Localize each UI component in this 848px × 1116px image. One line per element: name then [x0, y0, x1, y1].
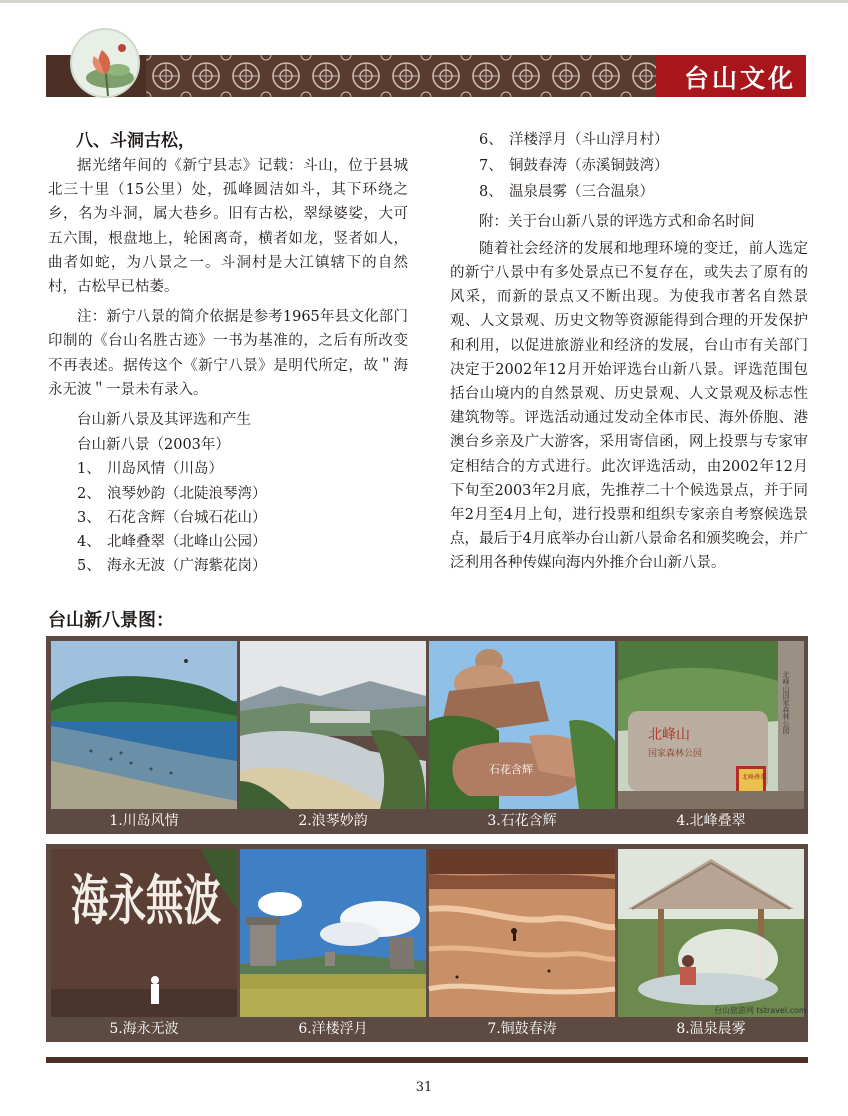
lotus-logo	[70, 28, 140, 98]
right-column	[450, 128, 808, 576]
photo-caption: 5.海永无波	[109, 1021, 179, 1037]
list-text: 铜鼓春涛（赤溪铜鼓湾）	[509, 158, 669, 175]
list-number: 7、	[479, 158, 503, 175]
list-item	[450, 180, 808, 204]
calligraphy-text: 海永無波	[71, 868, 221, 932]
list-text: 石花含辉（台城石花山）	[107, 509, 267, 526]
photo-caption: 6.洋楼浮月	[298, 1021, 368, 1037]
bottom-rule	[46, 1057, 808, 1063]
top-rule	[0, 0, 848, 3]
gallery-title: 台山新八景图：	[48, 610, 174, 631]
photo-gallery-row-1	[46, 636, 808, 834]
photo-langqinwan	[240, 641, 426, 809]
photo-gallery-row-2	[46, 844, 808, 1042]
section-heading: 八、斗洞古松，	[76, 131, 195, 151]
appendix-line: 附：关于台山新八景的评选方式和命名时间	[479, 213, 755, 230]
list-text: 浪琴妙韵（北陡浪琴湾）	[107, 485, 267, 502]
list-number: 1、	[77, 461, 101, 478]
stone-sign-text: 北峰山	[648, 727, 690, 743]
photo-tonggu	[429, 849, 615, 1017]
list-number: 4、	[77, 534, 101, 551]
list-text: 海永无波（广海紫花岗）	[107, 558, 267, 575]
list-item	[48, 482, 408, 506]
photo-caption: 3.石花含辉	[487, 813, 557, 829]
list-number: 8、	[479, 184, 503, 201]
list-item	[48, 506, 408, 530]
ornament-pattern	[146, 55, 706, 97]
header-band	[46, 55, 806, 97]
subheading-year-line: 台山新八景（2003年）	[77, 437, 230, 454]
photo-caption: 8.温泉晨雾	[676, 1021, 746, 1037]
list-number: 6、	[479, 132, 503, 148]
photo-wenquan	[618, 849, 807, 1017]
stone-sign-subtext: 国家森林公园	[648, 749, 703, 759]
list-item	[48, 530, 408, 554]
header-title: 台山文化	[683, 64, 796, 93]
list-text: 温泉晨雾（三合温泉）	[509, 184, 654, 201]
list-item	[48, 457, 408, 481]
list-number: 3、	[77, 509, 101, 526]
photo-chuandao	[51, 641, 237, 809]
photo-beifengshan	[618, 641, 804, 809]
list-item	[450, 154, 808, 178]
photo-caption: 1.川岛风情	[109, 813, 179, 829]
photo-haiyongwubo	[51, 849, 237, 1017]
rock-carving-text: 石花含辉	[489, 763, 533, 776]
page-number: 31	[415, 1080, 433, 1095]
list-item	[450, 128, 808, 152]
red-plaque-text: 北峰叠翠	[742, 774, 767, 781]
photo-caption: 4.北峰叠翠	[676, 813, 746, 829]
list-text: 川岛风情（川岛）	[107, 461, 223, 478]
list-number: 5、	[77, 558, 101, 575]
note-paragraph: 注：新宁八景的简介依据是参考1965年县文化部门印制的《台山名胜古迹》一书为基准的，之后有所改变不再表述。据传这个《新宁八景》是明代所定，故＂海永无波＂一景未有录入。	[48, 309, 408, 398]
intro-paragraph: 据光绪年间的《新宁县志》记载：斗山，位于县城北三十里（15公里）处，孤峰圆洁如斗，其下环绕之乡，名为斗洞，属大巷乡。旧有古松，翠绿婆娑，大可五六围，根盘地上，轮囷离奇，横者如龙，竖者如人，曲者如蛇，为八景之一。斗洞村是大江镇辖下的自然村，古松早已枯萎。	[48, 158, 408, 296]
list-text: 北峰叠翠（北峰山公园）	[107, 534, 267, 551]
list-number: 2、	[77, 485, 101, 502]
watermark-text: 台山旅游网 tstravel.com	[714, 1006, 807, 1015]
photo-caption: 7.铜鼓春涛	[487, 1021, 557, 1037]
photo-yanglou	[240, 849, 426, 1017]
vertical-sign-text: 北峰山国家森林公园	[782, 671, 790, 734]
list-text: 洋楼浮月（斗山浮月村）	[509, 132, 669, 148]
selection-paragraph: 随着社会经济的发展和地理环境的变迁，前人选定的新宁八景中有多处景点已不复存在，或失去了原有的风采，而新的景点又不断出现。为使我市著名自然景观、人文景观、历史文物等资源能得到合理的开发保护和利用，以促进旅游业和经济的发展，台山市有关部门决定于2002年12月开始评选台山新八景。评选范围包括台山境内的自然景观、历史景观、人文景观及标志性建筑物等。评选活动通过发动全体市民、海外侨胞、港澳台乡亲及广大游客，采用寄信函，网上投票与专家审定相结合的方式进行。此次评选活动，由2002年12月下旬至2003年2月底，先推荐二十个候选景点，并于同年2月至4月上旬，进行投票和组织专家亲自考察候选景点，最后于4月底举办台山新八景命名和颁奖晚会，并广泛利用各种传媒向海内外推介台山新八景。	[450, 240, 808, 572]
photo-caption: 2.浪琴妙韵	[298, 813, 368, 829]
list-item	[48, 554, 408, 578]
photo-shihuashan	[429, 641, 615, 809]
left-column	[48, 128, 408, 578]
subheading-line: 台山新八景及其评选和产生	[77, 412, 251, 429]
